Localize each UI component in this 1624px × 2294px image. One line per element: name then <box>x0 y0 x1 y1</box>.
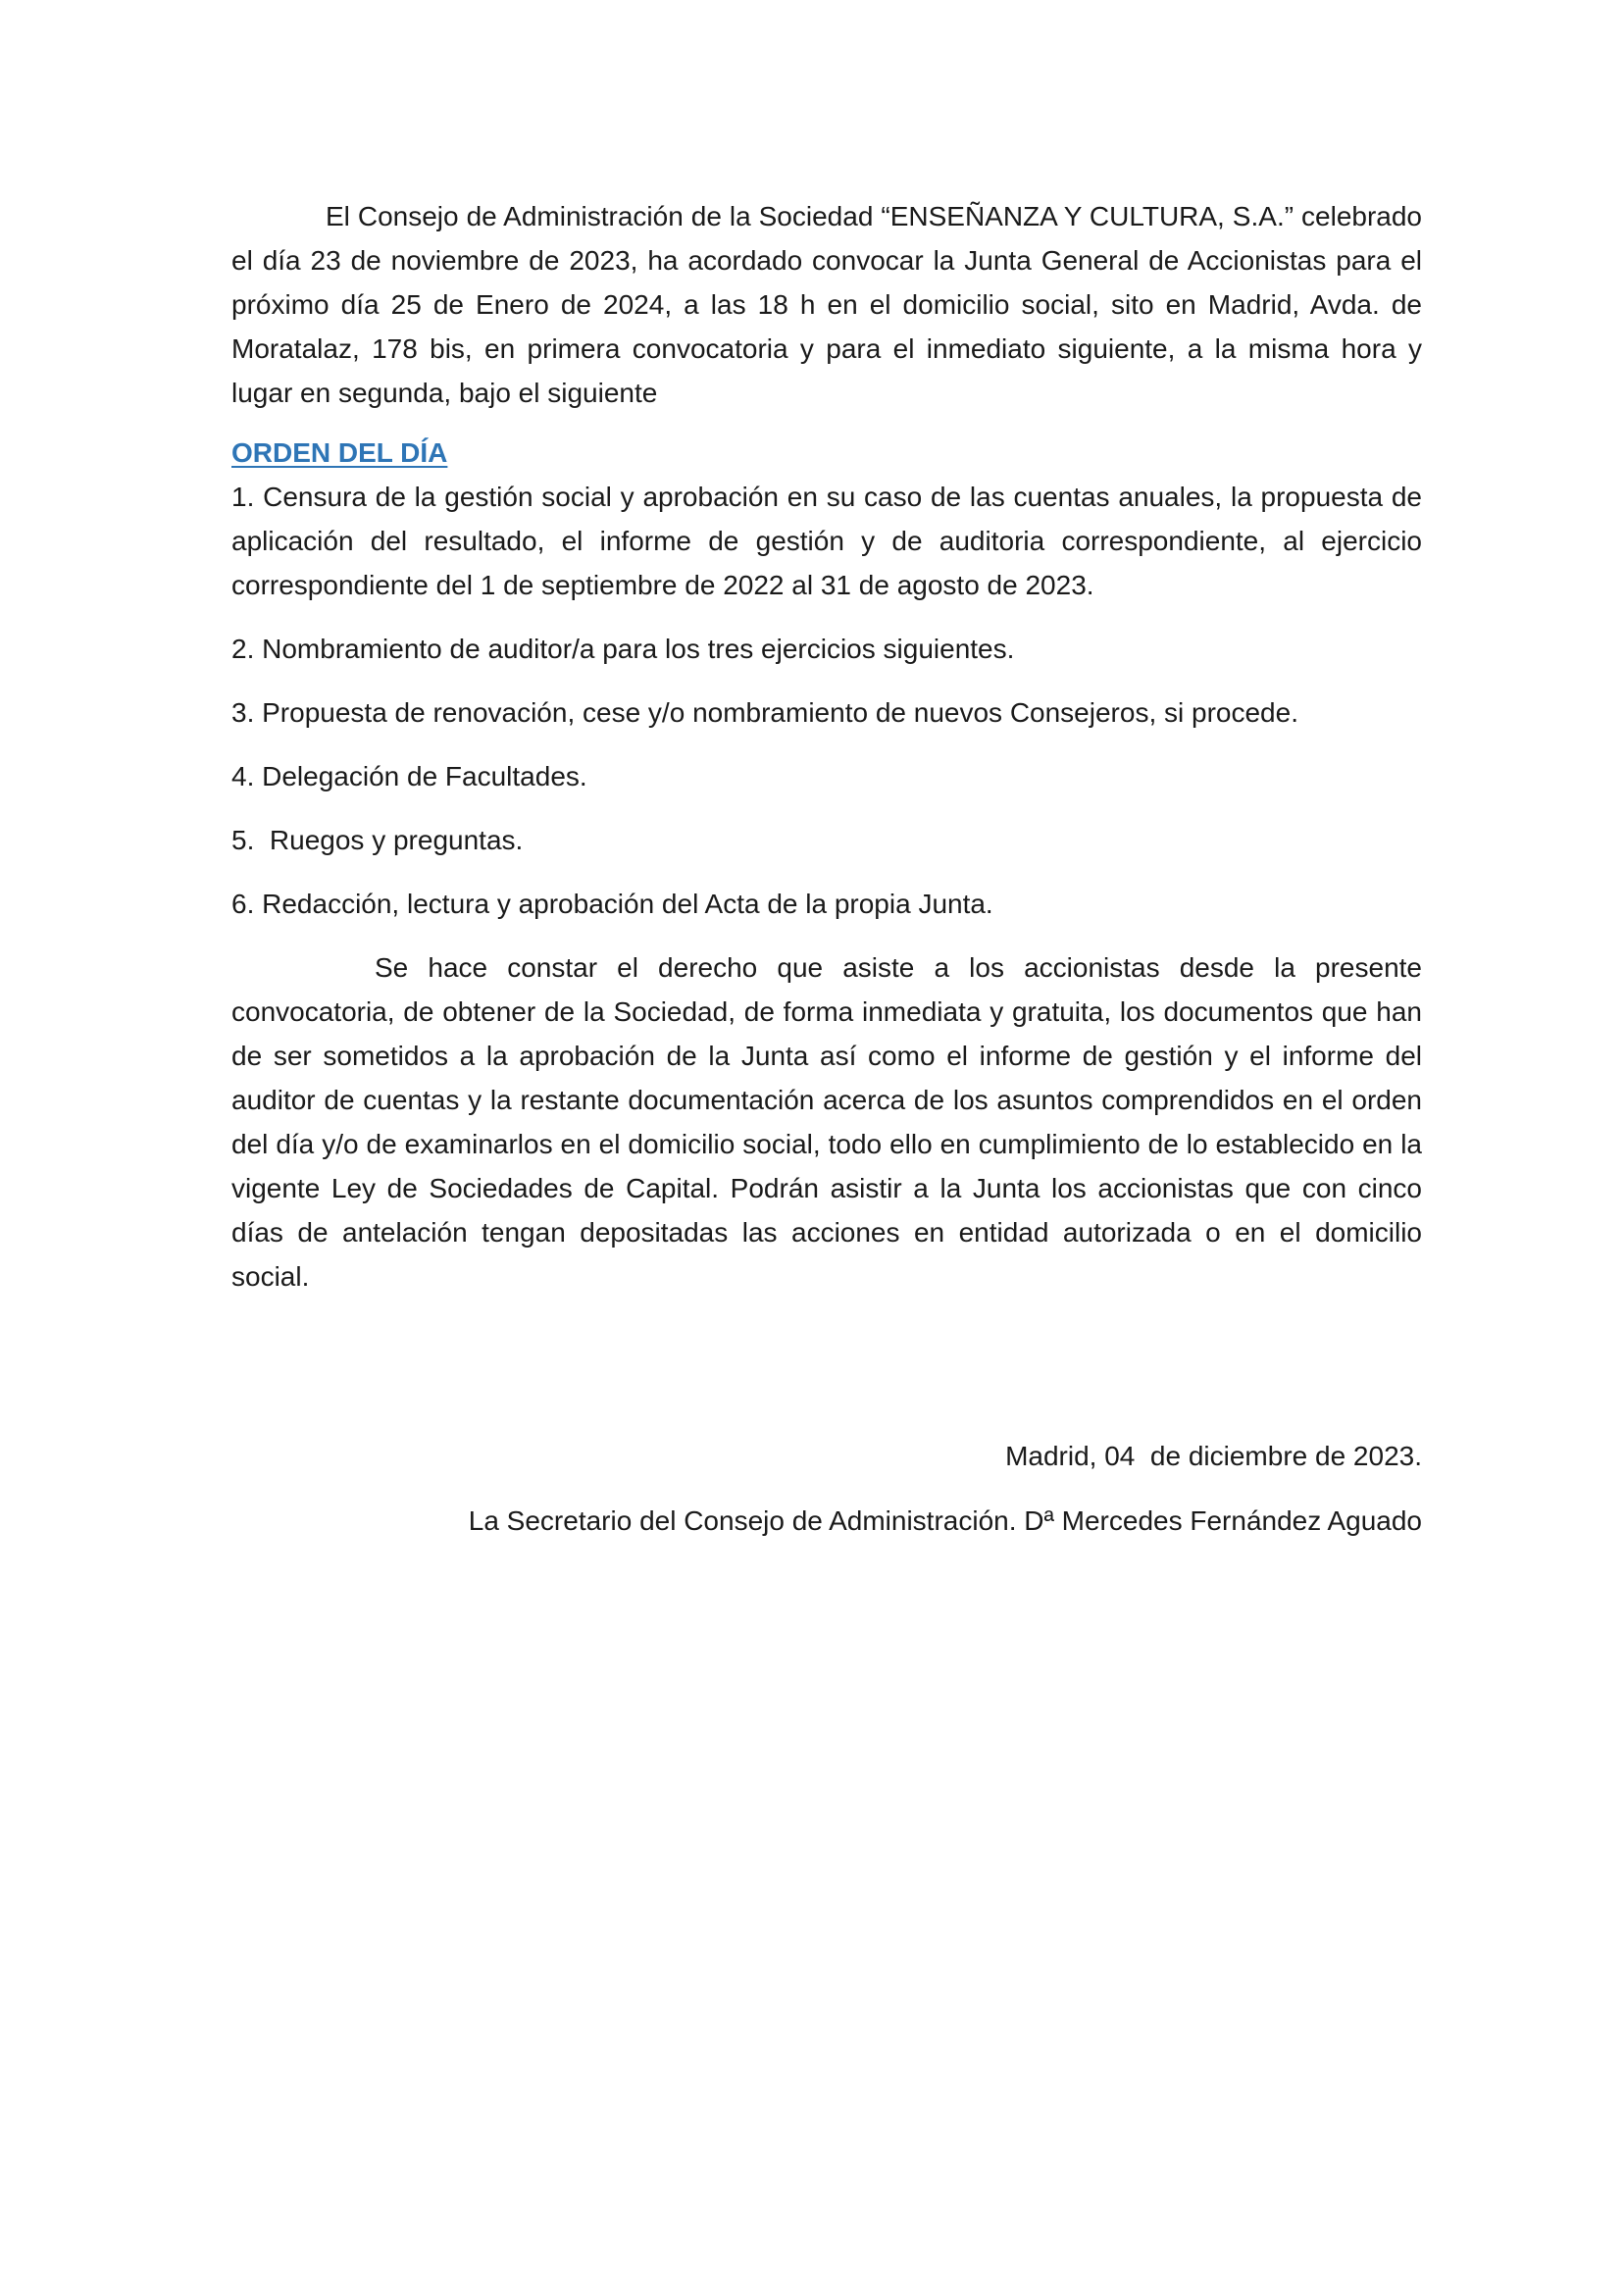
place-date-line: Madrid, 04 de diciembre de 2023. <box>1005 1441 1422 1471</box>
notice-paragraph: Se hace constar el derecho que asiste a los accionistas desde la presente convocatoria, de obtener de la Sociedad, de forma inmediata y gratuita, los documentos que han de ser sometidos a la aprobación de la Junta así como el informe de gestión y el informe del auditor de cuentas y la restante documentación acerca de los asuntos comprendidos en el orden del día y/o de examinarlos en el domicilio social, todo ello en cumplimiento de lo establecido en la vigente Ley de Sociedades de Capital. Podrán asistir a la Junta los accionistas que con cinco días de antelación tengan depositadas las acciones en entidad autorizada o en el domicilio social. <box>231 952 1422 1292</box>
agenda-heading: ORDEN DEL DÍA <box>231 437 448 468</box>
document-body <box>231 194 1422 1299</box>
agenda-item-6: 6. Redacción, lectura y aprobación del Acta de la propia Junta. <box>231 889 993 919</box>
intro-paragraph: El Consejo de Administración de la Sociedad “ENSEÑANZA Y CULTURA, S.A.” celebrado el día 23 de noviembre de 2023, ha acordado convocar la Junta General de Accionistas para el próximo día 25 de Enero de 2024, a las 18 h en el domicilio social, sito en Madrid, Avda. de Moratalaz, 178 bis, en primera convocatoria y para el inmediato siguiente, a la misma hora y lugar en segunda, bajo el siguiente <box>231 201 1422 408</box>
agenda-item-1: 1. Censura de la gestión social y aprobación en su caso de las cuentas anuales, la propuesta de aplicación del resultado, el informe de gestión y de auditoria correspondiente, al ejercicio correspondiente del 1 de septiembre de 2022 al 31 de agosto de 2023. <box>231 482 1422 600</box>
agenda-item-5: 5. Ruegos y preguntas. <box>231 825 524 855</box>
agenda-item-3: 3. Propuesta de renovación, cese y/o nombramiento de nuevos Consejeros, si procede. <box>231 697 1298 728</box>
signer-line: La Secretario del Consejo de Administración. Dª Mercedes Fernández Aguado <box>468 1505 1422 1536</box>
agenda-item-4: 4. Delegación de Facultades. <box>231 761 587 791</box>
agenda-item-2: 2. Nombramiento de auditor/a para los tres ejercicios siguientes. <box>231 634 1015 664</box>
